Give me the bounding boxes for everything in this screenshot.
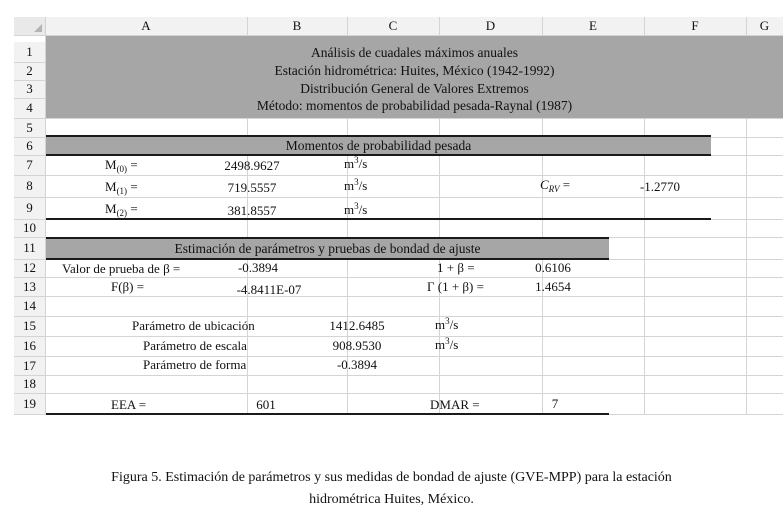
row-header-11[interactable]: 11 [14,237,45,259]
gamma-value[interactable]: 1.4654 [535,279,571,294]
row-header-9[interactable]: 9 [14,197,45,219]
crv-value[interactable]: -1.2770 [639,179,681,194]
m1-unit: $m^3/s$ [344,177,368,193]
scale-value[interactable]: 908.9530 [332,338,382,353]
row-header-5[interactable]: 5 [14,118,45,137]
m0-unit: $m^3/s$ [344,155,368,171]
estimation-header: Estimación de parámetros y pruebas de bondad de ajuste [174,241,481,256]
fbeta-label: F(β) = [111,279,145,294]
shape-value[interactable]: -0.3894 [336,357,378,372]
title-line-1: Análisis de cuadales máximos anuales [311,45,518,60]
title-line-2: Estación hidrométrica: Huites, México (1942-1992) [274,63,555,78]
row-header-8[interactable]: 8 [14,175,45,197]
eea-label: EEA = [111,397,147,412]
scale-unit: $m^3/s$ [435,336,459,352]
column-header-g[interactable]: G [746,17,783,35]
row-header-2[interactable]: 2 [14,62,45,80]
row-header-15[interactable]: 15 [14,316,45,336]
moments-header: Momentos de probabilidad pesada [285,138,472,153]
title-line-4: Método: momentos de probabilidad pesada-Raynal (1987) [256,98,573,113]
column-header-e[interactable]: E [542,17,644,35]
column-header-a[interactable]: A [45,17,247,35]
column-header-c[interactable]: C [347,17,439,35]
row-header-18[interactable]: 18 [14,375,45,393]
location-label: Parámetro de ubicación [132,318,255,333]
select-all-corner[interactable] [14,17,45,35]
row-header-17[interactable]: 17 [14,356,45,375]
caption-line-1: Figura 5. Estimación de parámetros y sus medidas de bondad de ajuste (GVE-MPP) para la estación [111,470,672,485]
column-header-b[interactable]: B [247,17,347,35]
location-unit: $m^3/s$ [435,316,459,332]
row-header-14[interactable]: 14 [14,296,45,316]
shape-label: Parámetro de forma [143,357,247,372]
m2-unit: $m^3/s$ [344,201,368,217]
m0-value[interactable]: 2498.9627 [224,158,280,173]
beta-value[interactable]: -0.3894 [237,260,279,275]
m1-label: $M_{(1)}$ = [105,179,138,196]
m1-value[interactable]: 719.5557 [227,180,277,195]
row-header-12[interactable]: 12 [14,259,45,277]
row-header-13[interactable]: 13 [14,277,45,296]
row-header-10[interactable]: 10 [14,219,45,237]
row-header-7[interactable]: 7 [14,155,45,175]
title-line-3: Distribución General de Valores Extremos [300,81,529,96]
eea-value[interactable]: 601 [256,397,276,412]
figure-caption [0,467,783,511]
one-plus-beta-value[interactable]: 0.6106 [535,260,571,275]
m2-label: $M_{(2)}$ = [105,201,138,218]
crv-label: $C_{RV}$ = [540,177,571,194]
row-header-19[interactable]: 19 [14,393,45,415]
fbeta-value[interactable]: -4.8411E-07 [236,282,302,297]
column-header-f[interactable]: F [644,17,746,35]
row-header-6[interactable]: 6 [14,137,45,155]
location-value[interactable]: 1412.6485 [329,318,385,333]
column-header-d[interactable]: D [439,17,542,35]
one-plus-beta-label: 1 + β = [437,260,475,275]
m0-label: $M_{(0)}$ = [105,157,138,174]
m2-value[interactable]: 381.8557 [227,203,277,218]
gamma-label: Γ (1 + β) = [427,279,484,294]
row-header-4[interactable]: 4 [14,98,45,118]
scale-label: Parámetro de escala [143,338,247,353]
caption-line-2: hidrométrica Huites, México. [309,492,474,507]
dmar-label: DMAR = [430,397,480,412]
spreadsheet [14,17,783,415]
row-header-3[interactable]: 3 [14,80,45,98]
row-header-1[interactable]: 1 [14,42,45,62]
row-header-16[interactable]: 16 [14,336,45,356]
dmar-value[interactable]: 7 [551,396,559,411]
beta-label: Valor de prueba de β = [62,261,181,276]
